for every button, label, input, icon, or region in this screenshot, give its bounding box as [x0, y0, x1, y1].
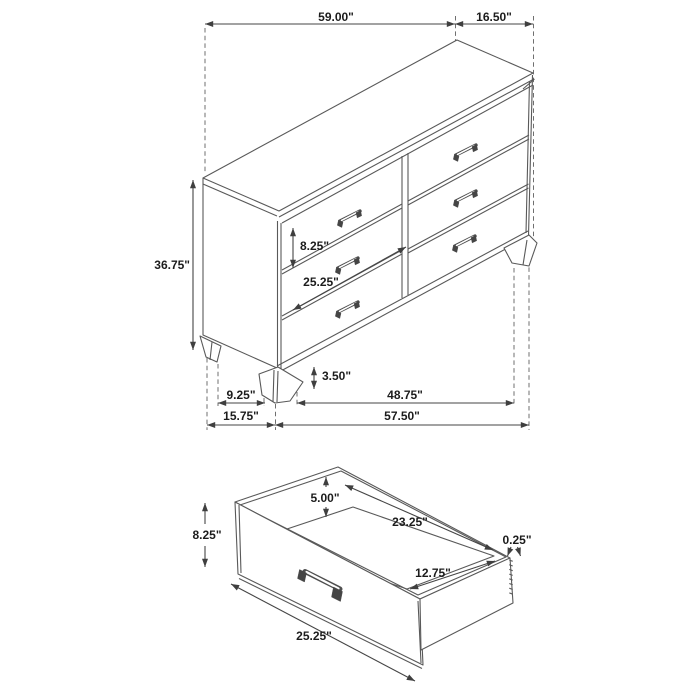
- dim-drawerbox-front-height-label: 8.25": [192, 528, 222, 542]
- dim-drawerbox-wall-thickness-label: 0.25": [502, 533, 532, 547]
- dim-base-width-label: 57.50": [384, 409, 420, 423]
- dim-drawer-front-width-label: 25.25": [303, 275, 339, 289]
- dim-base-depth-label: 15.75": [223, 409, 259, 423]
- dim-drawerbox-inner-depth-label: 12.75": [415, 566, 451, 580]
- dim-front-foot-span-label: 48.75": [387, 388, 423, 402]
- dim-overall-height-label: 36.75": [154, 258, 190, 272]
- dim-top-depth-label: 16.50": [476, 10, 512, 24]
- dim-drawerbox-front-width-label: 25.25": [296, 629, 332, 643]
- dim-side-foot-span-label: 9.25": [226, 388, 256, 402]
- dim-top-width-label: 59.00": [318, 10, 354, 24]
- dim-foot-height-label: 3.50": [322, 369, 352, 383]
- dim-drawer-front-height-label: 8.25": [300, 239, 330, 253]
- dim-drawerbox-inner-length-label: 23.25": [392, 515, 428, 529]
- dim-drawerbox-inner-height-label: 5.00": [310, 491, 340, 505]
